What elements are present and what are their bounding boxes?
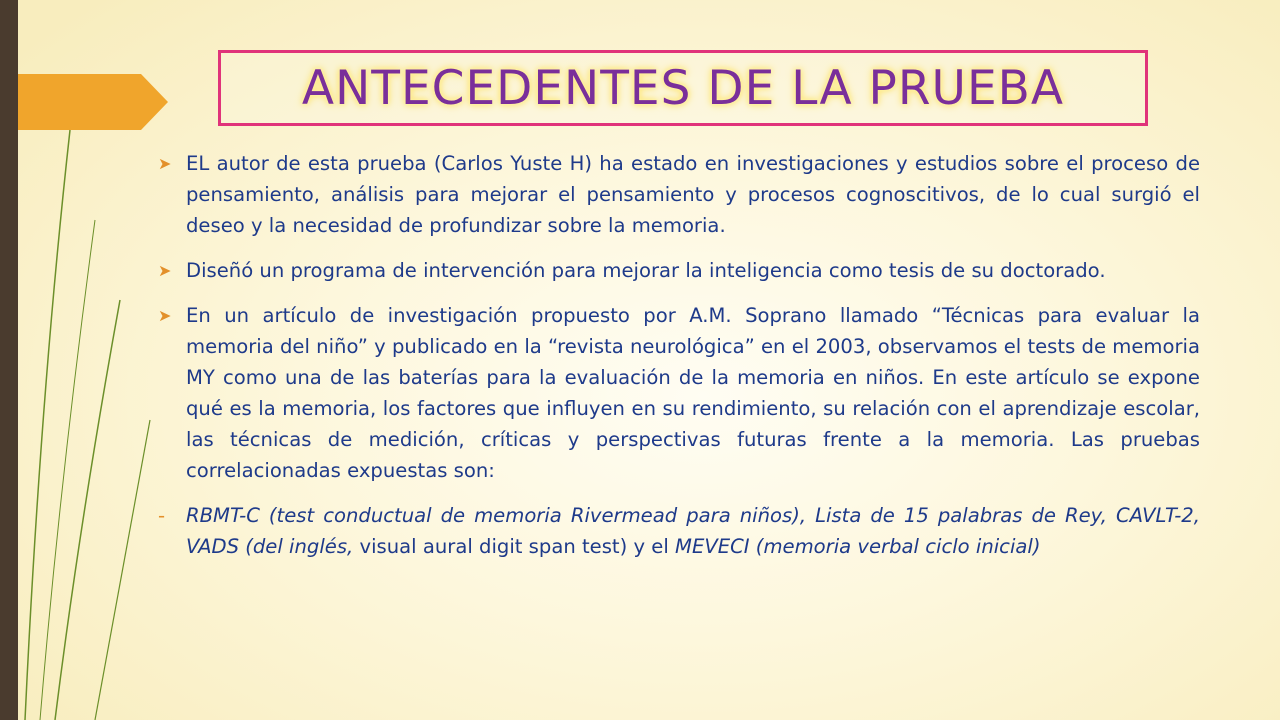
bullet-item (158, 255, 1200, 286)
dash-marker: - (158, 504, 166, 527)
bullet-item (158, 148, 1200, 241)
bullet-text: EL autor de esta prueba (Carlos Yuste H) ha estado en investigaciones y estudios sobre el proceso de pensamiento, análisis para mejorar el pensamiento y procesos cognoscitivos, de lo cual surgió el deseo y la necesidad de profundizar sobre la memoria. (186, 152, 1200, 237)
hand-pointer-icon: ➤ (158, 306, 172, 325)
slide-title: ANTECEDENTES DE LA PRUEBA (301, 60, 1065, 116)
title-box (218, 50, 1148, 126)
dash-text-plain: visual aural digit span test) y el (353, 535, 676, 558)
dash-text (186, 500, 1200, 562)
dash-text-italic-2: MEVECI (memoria verbal ciclo inicial) (675, 535, 1041, 558)
hand-pointer-icon: ➤ (158, 261, 172, 280)
dash-item (158, 500, 1200, 562)
bullet-text: Diseñó un programa de intervención para mejorar la inteligencia como tesis de su doctorado. (186, 259, 1106, 282)
bullet-text: En un artículo de investigación propuesto por A.M. Soprano llamado “Técnicas para evaluar la memoria del niño” y publicado en la “revista neurológica” en el 2003, observamos el tests de memoria MY como una de las baterías para la evaluación de la memoria en niños. En este artículo se expone qué es la memoria, los factores que influyen en su rendimiento, su relación con el aprendizaje escolar, las técnicas de medición, críticas y perspectivas futuras frente a la memoria. Las pruebas correlacionadas expuestas son: (186, 304, 1200, 482)
bullet-item (158, 300, 1200, 486)
arrow-accent (18, 74, 168, 130)
left-bar (0, 0, 18, 720)
hand-pointer-icon: ➤ (158, 154, 172, 173)
dash-text-italic-1: RBMT-C (test conductual de memoria Rivermead para niños), Lista de 15 palabras de Rey, CAVLT-2, VADS (del inglés, (186, 504, 1200, 558)
slide-content (158, 148, 1200, 562)
